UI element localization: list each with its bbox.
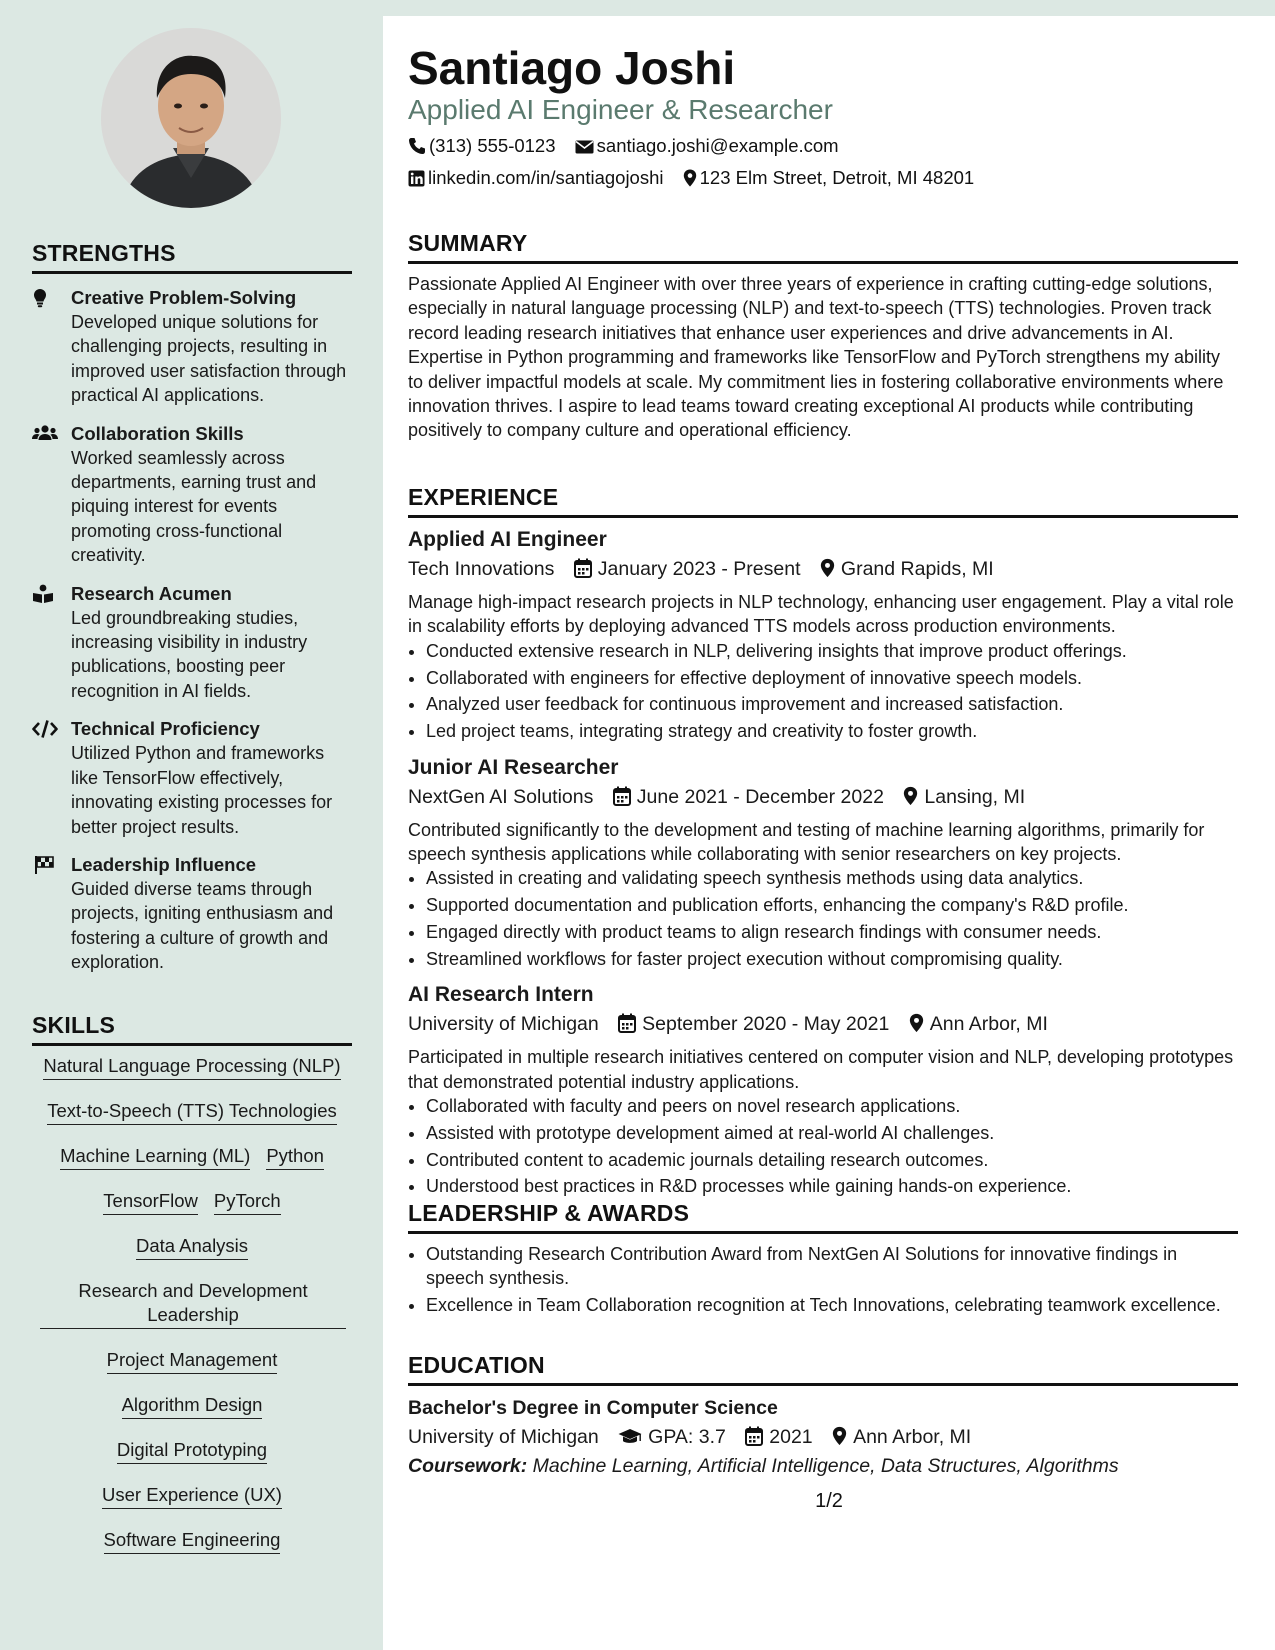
email-address[interactable]: santiago.joshi@example.com (596, 135, 839, 156)
envelope-icon (575, 139, 594, 155)
location-pin-icon (909, 1013, 924, 1033)
skill-tag: Data Analysis (136, 1234, 248, 1260)
job-bullet: • Streamlined workflows for faster project execution without compromising quality. (426, 947, 1238, 971)
job-location: Ann Arbor, MI (929, 1013, 1048, 1036)
candidate-role: Applied AI Engineer & Researcher (408, 94, 833, 125)
education-section (408, 1352, 1238, 1480)
job-dates: January 2023 - Present (597, 558, 801, 580)
skill-tag: Text-to-Speech (TTS) Technologies (47, 1099, 337, 1125)
skill-tag: Python (266, 1144, 324, 1170)
job-dates: September 2020 - May 2021 (642, 1013, 890, 1036)
graduation-cap-icon (618, 1428, 642, 1446)
job-description: Manage high-impact research projects in NLP technology, enhancing user engagement. Play a vital role in scalability efforts by deploying advanced TTS models across production environments. (408, 592, 1234, 637)
experience-heading: EXPERIENCE (408, 484, 1238, 518)
location-pin-icon (683, 169, 697, 187)
linkedin-icon (408, 170, 425, 187)
coursework (408, 1452, 1238, 1480)
skill-tag: Natural Language Processing (NLP) (43, 1054, 340, 1080)
flag-checkered-icon (32, 855, 58, 875)
job-entry (408, 981, 1238, 1199)
strength-description: Developed unique solutions for challenging projects, resulting in improved user satisfaction through practical AI applications. (71, 312, 347, 406)
address-contact (683, 166, 975, 190)
strength-title: Research Acumen (71, 582, 232, 604)
skill-tag: Project Management (107, 1348, 278, 1374)
education-heading: EDUCATION (408, 1352, 1238, 1386)
job-description: Contributed significantly to the development and testing of machine learning algorithms, primarily for speech synthesis applications while collaborating with senior researchers on key projects. (408, 819, 1205, 865)
job-bullets (408, 866, 1238, 971)
award-item: • Outstanding Research Contribution Award from NextGen AI Solutions for innovative findings in speech synthesis. (426, 1242, 1238, 1291)
strength-title: Technical Proficiency (71, 718, 260, 740)
job-bullet: • Supported documentation and publication efforts, enhancing the company's R&D profile. (426, 893, 1238, 917)
summary-heading: SUMMARY (408, 230, 1238, 264)
job-bullet: • Led project teams, integrating strategy and creativity to foster growth. (426, 719, 1238, 743)
job-bullet: • Collaborated with engineers for effective deployment of innovative speech models. (426, 666, 1238, 690)
job-bullets (408, 1094, 1238, 1199)
job-bullet: • Conducted extensive research in NLP, delivering insights that improve product offerings. (426, 639, 1238, 663)
contact-line-2 (408, 166, 988, 190)
strength-item (32, 853, 352, 975)
linkedin-contact[interactable] (408, 166, 664, 190)
phone-contact (408, 134, 556, 158)
experience-section (408, 484, 1238, 1201)
job-meta (408, 554, 1238, 584)
strength-title: Collaboration Skills (71, 422, 244, 444)
job-company: Tech Innovations (408, 558, 555, 580)
job-meta (408, 1009, 1238, 1039)
job-entry (408, 526, 1238, 744)
strength-description: Utilized Python and frameworks like TensorFlow effectively, innovating existing processes for better project results. (71, 743, 333, 837)
job-title: Applied AI Engineer (408, 528, 607, 551)
strength-title: Leadership Influence (71, 853, 257, 875)
strengths-heading: STRENGTHS (32, 240, 352, 274)
skills-section (32, 1012, 352, 1573)
education-meta (408, 1422, 1238, 1452)
main-content (383, 16, 1275, 1650)
location-pin-icon (832, 1426, 847, 1446)
job-description: Participated in multiple research initiatives centered on computer vision and NLP, developing prototypes that demonstrated potential industry applications. (408, 1047, 1234, 1092)
school-name: University of Michigan (408, 1426, 599, 1448)
award-item: • Excellence in Team Collaboration recognition at Tech Innovations, celebrating teamwork excellence. (426, 1293, 1238, 1317)
location-pin-icon (820, 558, 835, 578)
skill-tag: User Experience (UX) (102, 1483, 282, 1509)
contact-line-1 (408, 134, 853, 158)
candidate-name: Santiago Joshi (408, 42, 736, 94)
job-bullet: • Assisted with prototype development aimed at real-world AI challenges. (426, 1121, 1238, 1145)
job-location: Lansing, MI (924, 785, 1026, 808)
phone-number: (313) 555-0123 (429, 135, 556, 156)
awards-heading: LEADERSHIP & AWARDS (408, 1200, 1238, 1234)
linkedin-url[interactable]: linkedin.com/in/santiagojoshi (428, 167, 664, 188)
job-company: University of Michigan (408, 1013, 599, 1036)
strength-title: Creative Problem-Solving (71, 287, 297, 308)
calendar-icon (618, 1013, 636, 1033)
sidebar (0, 0, 383, 1650)
job-bullet: • Collaborated with faculty and peers on novel research applications. (426, 1094, 1238, 1118)
skill-tag: Software Engineering (104, 1528, 281, 1554)
strengths-section (32, 240, 352, 975)
skill-tag: Algorithm Design (122, 1393, 263, 1419)
gpa: GPA: 3.7 (648, 1426, 726, 1448)
skills-heading: SKILLS (32, 1012, 352, 1046)
strength-item (32, 286, 352, 408)
users-icon (32, 424, 58, 444)
calendar-icon (745, 1426, 763, 1446)
skill-tag: Machine Learning (ML) (60, 1144, 250, 1170)
coursework-label: Coursework: (408, 1455, 528, 1477)
job-bullet: • Understood best practices in R&D processes while gaining hands-on experience. (426, 1174, 1238, 1198)
strength-item (32, 422, 352, 568)
location-pin-icon (903, 786, 918, 806)
skill-tag: PyTorch (214, 1189, 281, 1215)
calendar-icon (574, 558, 592, 578)
book-reader-icon (32, 584, 58, 604)
strength-description: Worked seamlessly across departments, earning trust and piquing interest for events promoting cross-functional creativity. (71, 447, 317, 566)
coursework-list: Machine Learning, Artificial Intelligence, Data Structures, Algorithms (532, 1455, 1119, 1477)
code-icon (32, 719, 58, 739)
job-entry (408, 754, 1238, 972)
skills-list (32, 1054, 352, 1554)
job-bullet: • Assisted in creating and validating speech synthesis methods using data analytics. (426, 866, 1238, 890)
awards-section (408, 1200, 1238, 1320)
calendar-icon (613, 786, 631, 806)
job-meta (408, 782, 1238, 812)
job-bullet: • Analyzed user feedback for continuous improvement and increased satisfaction. (426, 692, 1238, 716)
profile-photo (101, 28, 281, 208)
skill-tag: TensorFlow (103, 1189, 198, 1215)
summary-section (408, 230, 1238, 443)
page-indicator: 1/2 (815, 1490, 843, 1512)
email-contact[interactable] (575, 134, 839, 158)
skill-tag: Research and Development Leadership (40, 1279, 346, 1329)
job-bullet: • Contributed content to academic journals detailing research outcomes. (426, 1148, 1238, 1172)
job-bullet: • Engaged directly with product teams to align research findings with consumer needs. (426, 920, 1238, 944)
strength-description: Led groundbreaking studies, increasing visibility in industry publications, boosting peer recognition in AI fields. (71, 607, 308, 701)
phone-icon (408, 137, 426, 155)
job-bullets (408, 639, 1238, 744)
job-location: Grand Rapids, MI (840, 558, 994, 580)
strength-item (32, 717, 352, 839)
job-title: Junior AI Researcher (408, 755, 619, 779)
lightbulb-icon (32, 288, 58, 308)
strength-description: Guided diverse teams through projects, igniting enthusiasm and fostering a culture of growth and exploration. (71, 878, 334, 973)
strength-item (32, 582, 352, 704)
job-dates: June 2021 - December 2022 (636, 785, 884, 808)
street-address: 123 Elm Street, Detroit, MI 48201 (699, 167, 975, 188)
skill-tag: Digital Prototyping (117, 1438, 267, 1464)
job-title: AI Research Intern (408, 983, 594, 1007)
school-location: Ann Arbor, MI (853, 1426, 972, 1448)
job-company: NextGen AI Solutions (408, 785, 594, 808)
graduation-year: 2021 (769, 1426, 813, 1448)
degree-title: Bachelor's Degree in Computer Science (408, 1397, 778, 1419)
summary-text: Passionate Applied AI Engineer with over three years of experience in crafting cutting-edge solutions, especially in natural language processing (NLP) and text-to-speech (TTS) technologies. Proven track record leading research initiatives that enhance user experiences and drive advancements in AI. Expertise in Python programming and frameworks like TensorFlow and PyTorch strengthens my ability to deliver impactful models at scale. My commitment lies in fostering collaborative environments where innovation thrives. I aspire to lead teams toward creating exceptional AI products while contributing positively to company culture and operational efficiency. (408, 274, 1224, 441)
awards-list (408, 1242, 1238, 1318)
